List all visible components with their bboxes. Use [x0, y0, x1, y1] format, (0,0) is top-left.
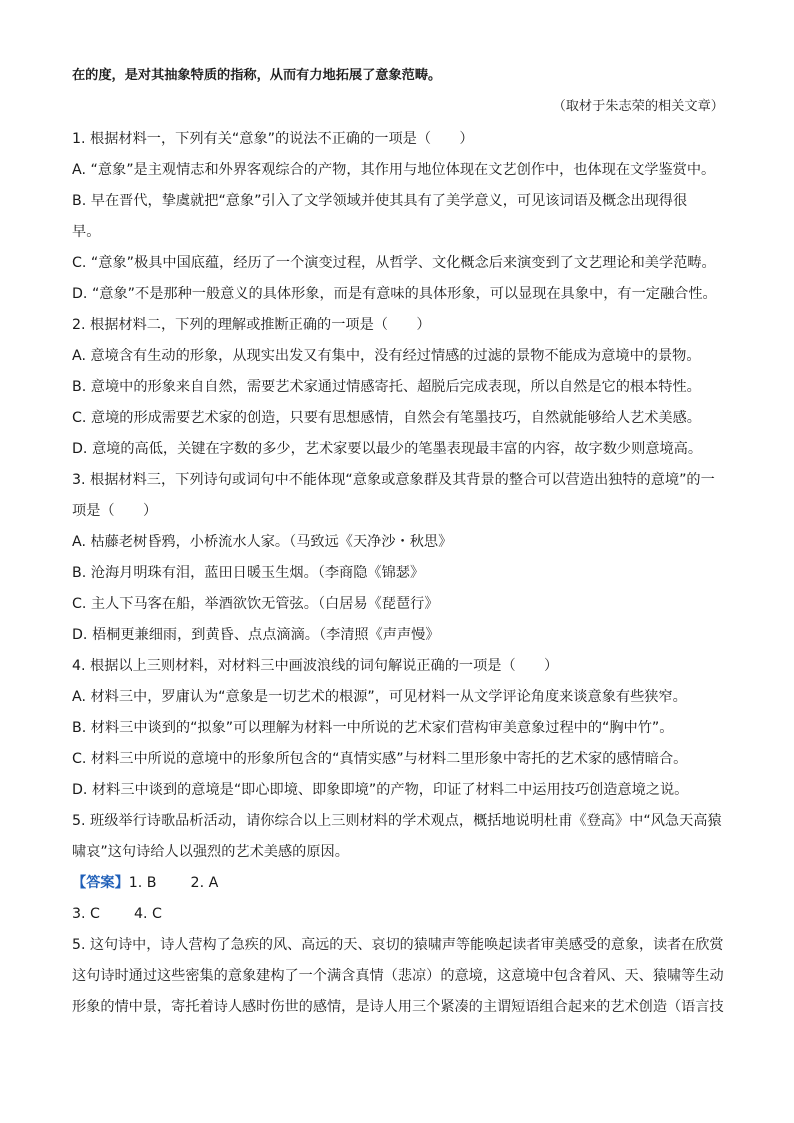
- q1-option-b-cont: 早。: [72, 224, 101, 240]
- answer-5-line-1: 5. 这句诗中，诗人营构了急疾的风、高远的天、哀切的猿啸声等能唤起读者审美感受的意象，读者在欣赏: [72, 937, 724, 953]
- answer-3: 3. C: [72, 906, 100, 922]
- q1-stem: 1. 根据材料一，下列有关“意象”的说法不正确的一项是（ ）: [72, 131, 474, 147]
- answer-label: 【答案】: [72, 875, 129, 891]
- q3-stem-cont: 项是（ ）: [72, 503, 158, 519]
- q1-option-d: D. “意象”不是那种一般意义的具体形象，而是有意味的具体形象，可以显现在具象中，有一定融合性。: [72, 286, 717, 302]
- source-note: （取材于朱志荣的相关文章）: [552, 99, 724, 114]
- q3-stem: 3. 根据材料三，下列诗句或词句中不能体现“意象或意象群及其背景的整合可以营造出独特的意境”的一: [72, 472, 715, 488]
- q2-option-c: C. 意境的形成需要艺术家的创造，只要有思想感情，自然会有笔墨技巧，自然就能够给人艺术美感。: [72, 410, 701, 426]
- answer-4: 4. C: [133, 906, 162, 922]
- q3-option-d: D. 梧桐更兼细雨，到黄昏、点点滴滴。（李清照《声声慢》: [72, 627, 440, 643]
- q3-option-a: A. 枯藤老树昏鸦，小桥流水人家。（马致远《天净沙・秋思》: [72, 534, 453, 550]
- q2-option-a: A. 意境含有生动的形象，从现实出发又有集中，没有经过情感的过滤的景物不能成为意境中的景物。: [72, 348, 701, 364]
- q3-option-c: C. 主人下马客在船，举酒欲饮无管弦。（白居易《琵琶行》: [72, 596, 439, 612]
- q2-option-d: D. 意境的高低，关键在字数的多少，艺术家要以最少的笔墨表现最丰富的内容，故字数少则意境高。: [72, 441, 703, 457]
- answer-1: 1. B: [128, 875, 157, 891]
- q4-option-d: D. 材料三中谈到的意境是“即心即境、即象即境”的产物，印证了材料二中运用技巧创造意境之说。: [72, 782, 689, 798]
- answer-5-line-2: 这句诗时通过这些密集的意象建构了一个满含真情（悲凉）的意境，这意境中包含着风、天、猿啸等生动: [72, 968, 724, 984]
- q2-option-b: B. 意境中的形象来自自然，需要艺术家通过情感寄托、超脱后完成表现，所以自然是它的根本特性。: [72, 379, 701, 395]
- q4-option-c: C. 材料三中所说的意境中的形象所包含的“真情实感”与材料二里形象中寄托的艺术家的感情暗合。: [72, 751, 688, 767]
- q1-option-c: C. “意象”极具中国底蕴，经历了一个演变过程，从哲学、文化概念后来演变到了文艺理论和美学范畴。: [72, 255, 716, 271]
- answer-row-2: [72, 904, 724, 924]
- answer-2: 2. A: [190, 875, 219, 891]
- answer-5-line-3: 形象的情中景，寄托着诗人感时伤世的感情，是诗人用三个紧凑的主谓短语组合起来的艺术创造（语言技: [72, 999, 724, 1015]
- q1-option-b: B. 早在晋代，挚虞就把“意象”引入了文学领域并使其具有了美学意义，可见该词语及概念出现得很: [72, 193, 688, 209]
- q3-option-b: B. 沧海月明珠有泪，蓝田日暖玉生烟。（李商隐《锦瑟》: [72, 565, 425, 581]
- intro-tail: 在的度，是对其抽象特质的指称，从而有力地拓展了意象范畴。: [72, 68, 442, 83]
- q2-stem: 2. 根据材料二，下列的理解或推断正确的一项是（ ）: [72, 317, 431, 333]
- answer-row-1: [72, 873, 724, 893]
- q4-option-b: B. 材料三中谈到的“拟象”可以理解为材料一中所说的艺术家们营构审美意象过程中的“胸中竹”。: [72, 720, 674, 736]
- q5-stem-cont: 啸哀”这句诗给人以强烈的艺术美感的原因。: [72, 844, 349, 860]
- q4-stem: 4. 根据以上三则材料，对材料三中画波浪线的词句解说正确的一项是（ ）: [72, 658, 559, 674]
- q1-option-a: A. “意象”是主观情志和外界客观综合的产物，其作用与地位体现在文艺创作中，也体现在文学鉴赏中。: [72, 162, 716, 178]
- q4-option-a: A. 材料三中，罗庸认为“意象是一切艺术的根源”，可见材料一从文学评论角度来谈意象有些狭窄。: [72, 689, 687, 705]
- q5-stem: 5. 班级举行诗歌品析活动，请你综合以上三则材料的学术观点，概括地说明杜甫《登高》中“风急天高猿: [72, 813, 722, 829]
